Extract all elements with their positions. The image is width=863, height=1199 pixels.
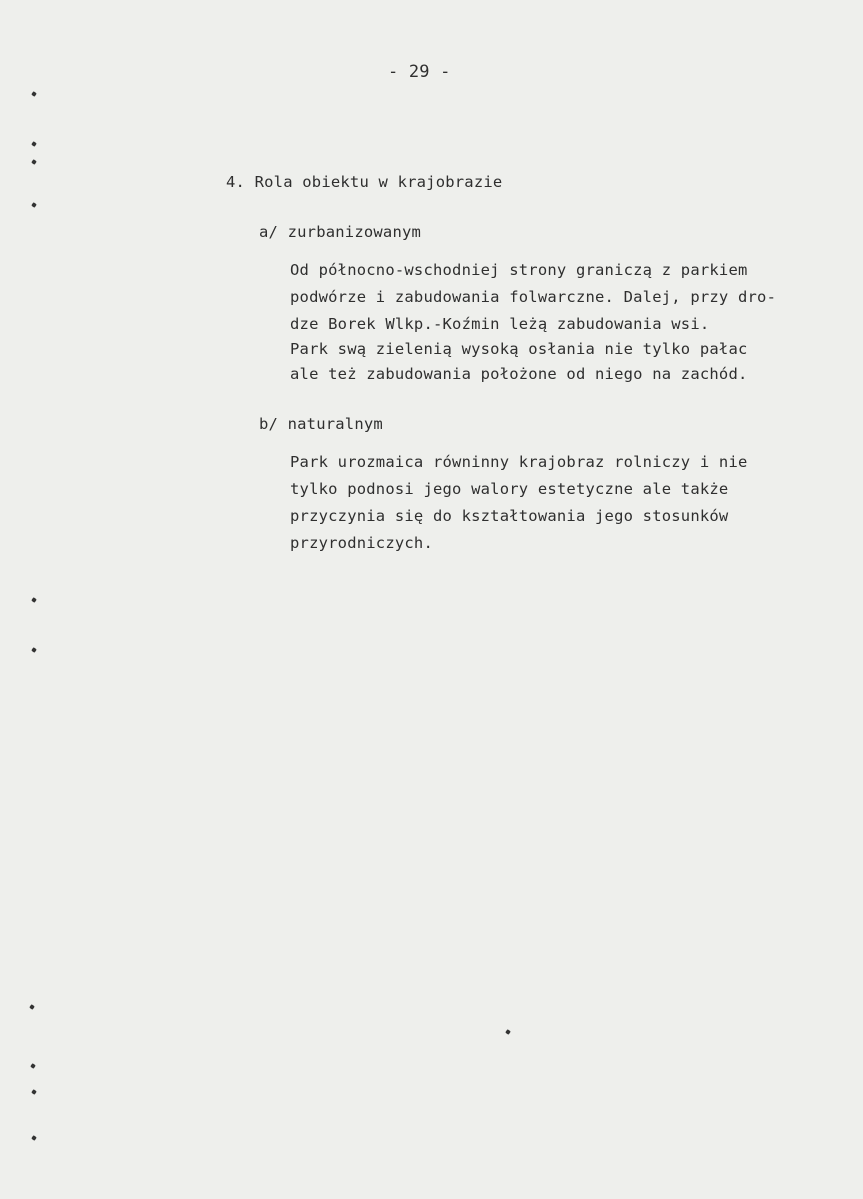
margin-mark (31, 202, 37, 208)
margin-mark (31, 1135, 37, 1141)
paragraph-line: Od północno-wschodniej strony graniczą z parkiem (290, 261, 748, 279)
paragraph-line: tylko podnosi jego walory estetyczne ale także (290, 480, 729, 498)
paragraph-line: przyczynia się do kształtowania jego stosunków (290, 507, 729, 525)
paragraph-line: dze Borek Wlkp.-Koźmin leżą zabudowania wsi. (290, 315, 710, 333)
paragraph-line: podwórze i zabudowania folwarczne. Dalej, przy dro- (290, 288, 777, 306)
margin-mark (31, 597, 37, 603)
margin-mark (31, 91, 37, 97)
paragraph-line: przyrodniczych. (290, 534, 433, 552)
paragraph-line: Park urozmaica równinny krajobraz rolniczy i nie (290, 453, 748, 471)
margin-mark (505, 1029, 511, 1035)
page-number: - 29 - (388, 62, 451, 82)
margin-mark (29, 1004, 35, 1010)
margin-mark (31, 141, 37, 147)
paragraph-line: ale też zabudowania położone od niego na zachód. (290, 365, 748, 383)
section-title: 4. Rola obiektu w krajobrazie (226, 173, 503, 191)
subsection-heading-urban: a/ zurbanizowanym (259, 223, 422, 241)
margin-mark (31, 647, 37, 653)
paragraph-line: Park swą zielenią wysoką osłania nie tylko pałac (290, 340, 748, 358)
margin-mark (31, 1089, 37, 1095)
subsection-heading-natural: b/ naturalnym (259, 415, 383, 433)
margin-mark (31, 159, 37, 165)
margin-mark (30, 1063, 36, 1069)
